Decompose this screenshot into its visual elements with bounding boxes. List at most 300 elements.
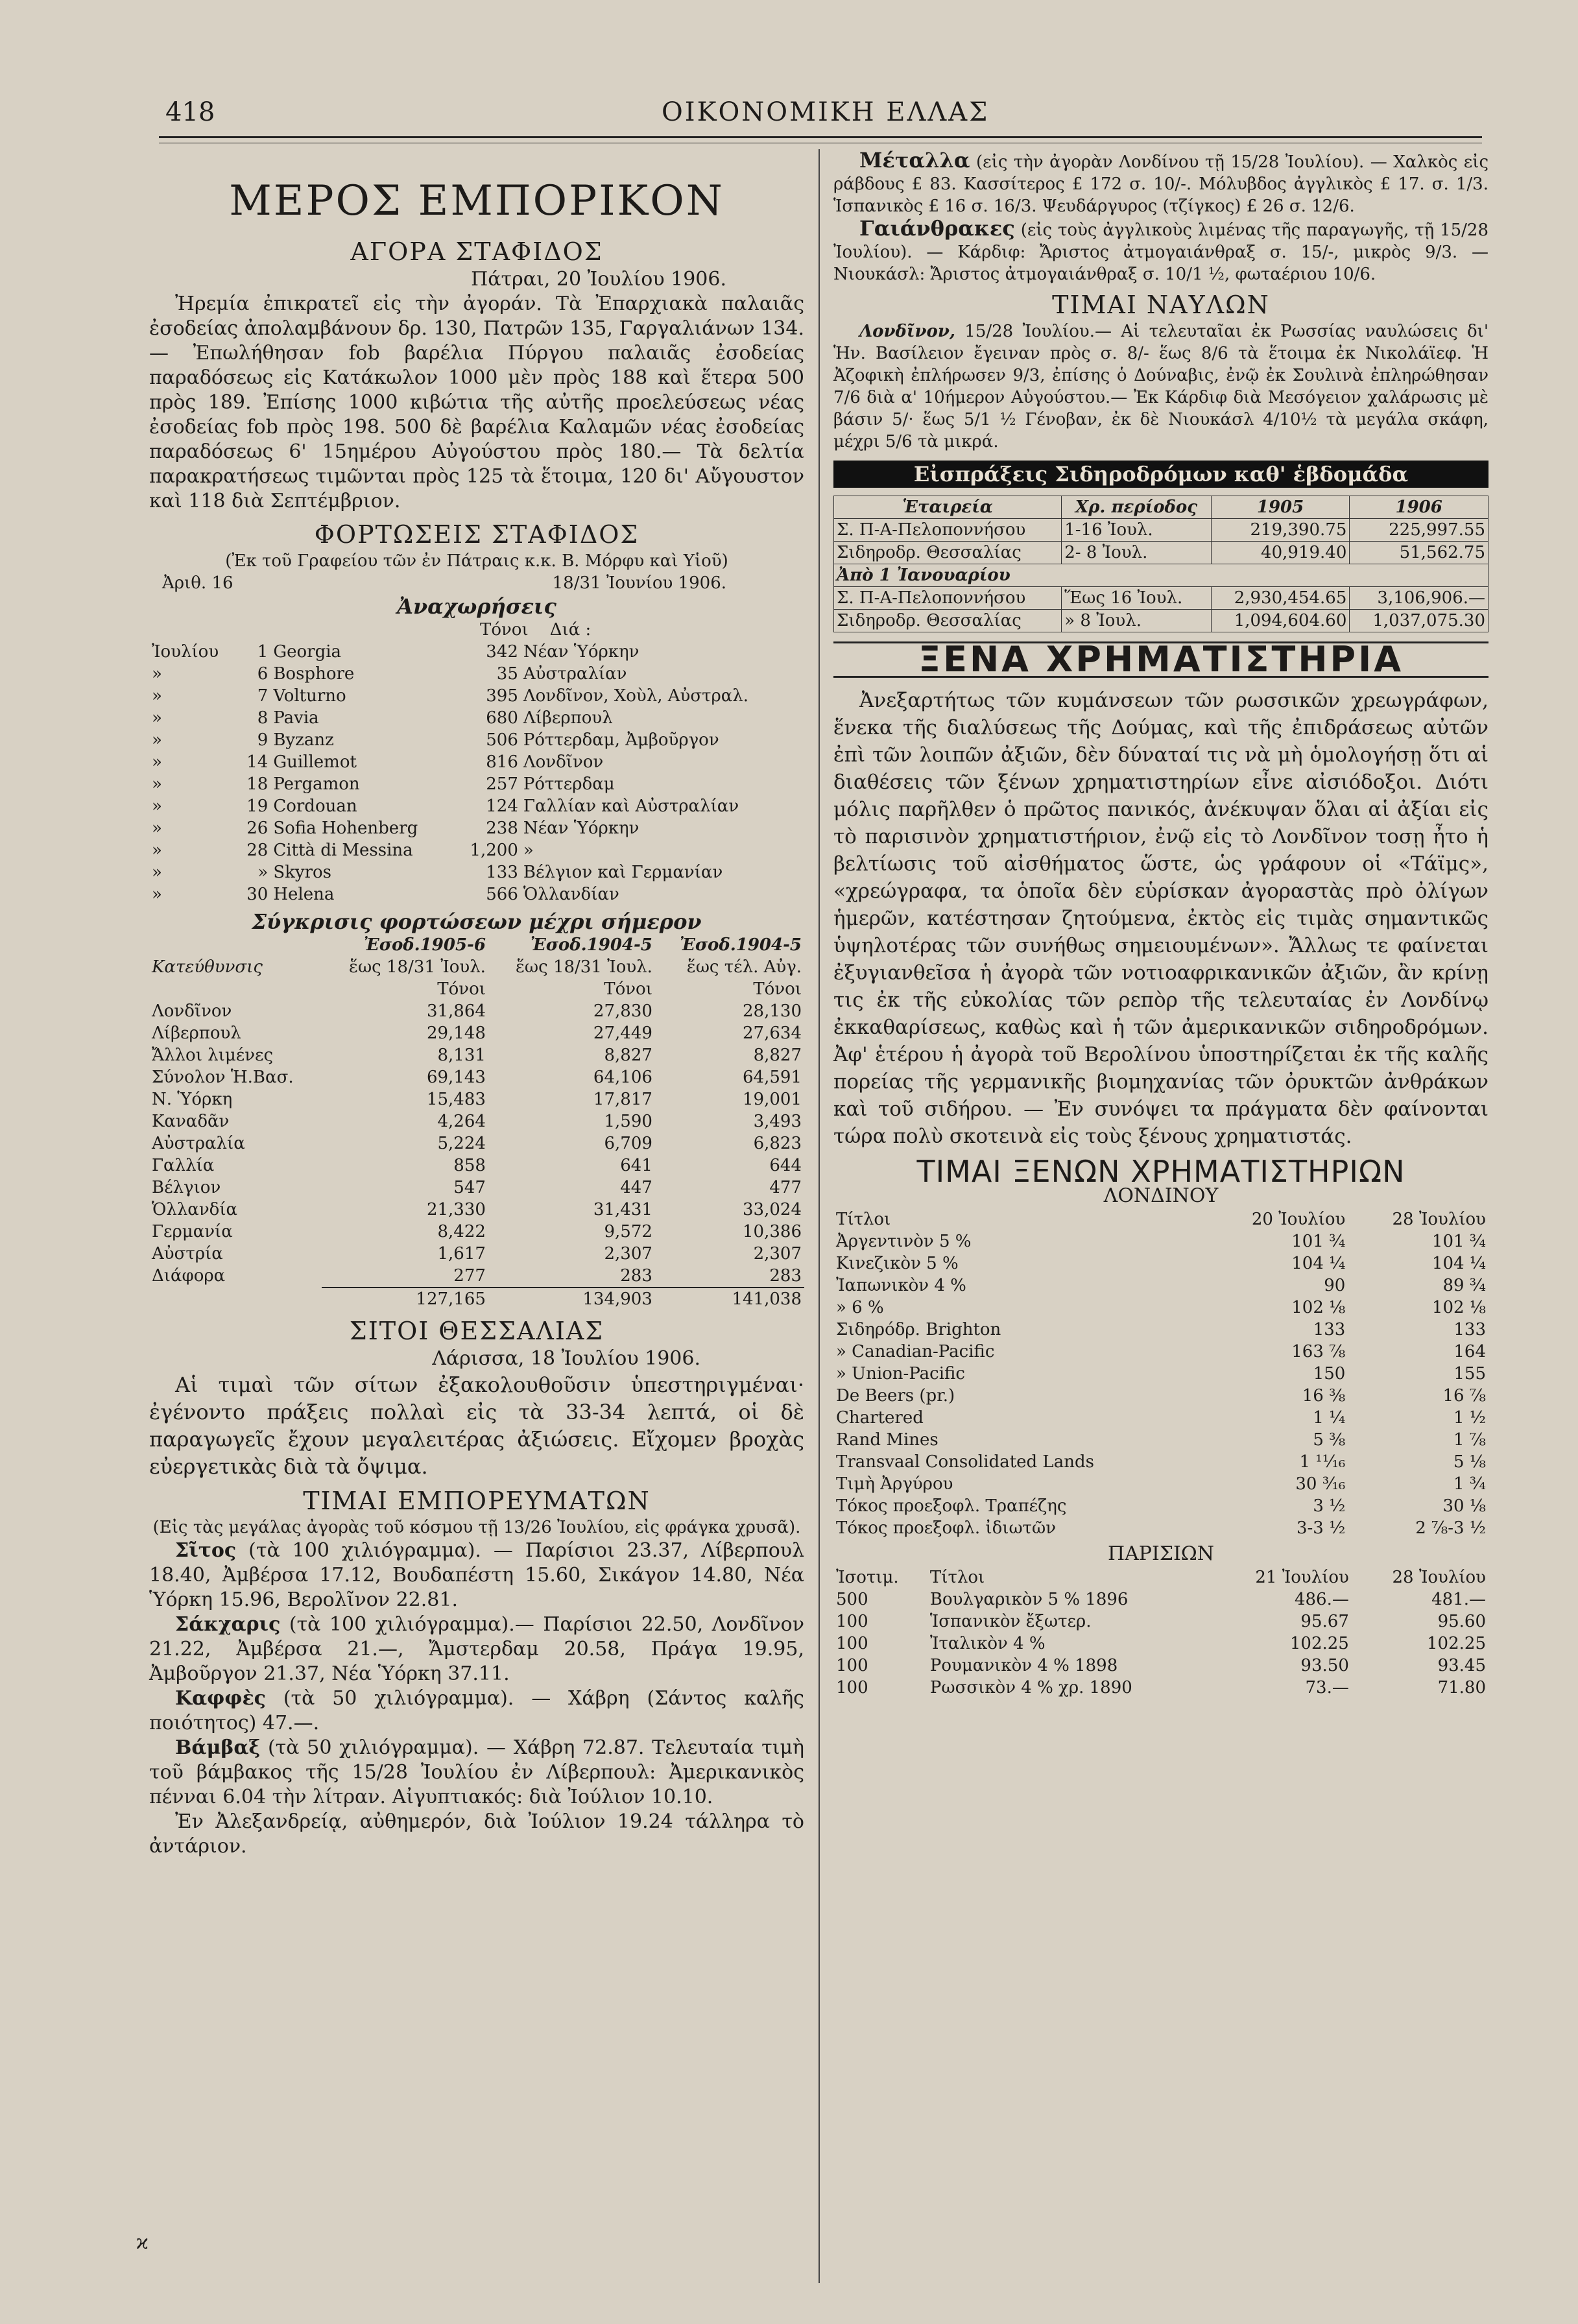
departure-day: »	[257, 863, 269, 882]
tons-header: Τόνοι	[480, 620, 529, 640]
ship-name: Volturno	[273, 686, 346, 706]
london-price: 90	[1324, 1276, 1346, 1295]
comparison-value: 644	[769, 1156, 802, 1175]
london-title: Ἰαπωνικὸν 4 %	[836, 1276, 966, 1295]
london-header-row	[833, 1208, 1488, 1230]
paris-cell: 100	[836, 1678, 868, 1697]
london-price: 3 ½	[1313, 1496, 1346, 1516]
comparison-value: 8,827	[753, 1046, 802, 1065]
paris-row	[833, 1677, 1488, 1699]
ship-name: Georgia	[273, 642, 342, 662]
london-row	[833, 1429, 1488, 1451]
comparison-total: 134,903	[488, 1288, 655, 1310]
departure-month: »	[152, 797, 162, 816]
departure-row	[149, 729, 804, 751]
london-price: 30 ³⁄₁₆	[1295, 1474, 1346, 1494]
comparison-value: 64,106	[593, 1068, 652, 1087]
railway-cell: 51,562.75	[1350, 542, 1488, 564]
paris-row	[833, 1588, 1488, 1611]
freight-lead: Λονδῖνον,	[859, 322, 955, 341]
london-price: 1 ⅞	[1453, 1430, 1486, 1450]
paris-cell: 100	[836, 1656, 868, 1675]
paris-cell: Ἰταλικὸν 4 %	[929, 1634, 1046, 1653]
comparison-row	[149, 1132, 804, 1155]
departure-month: »	[152, 841, 162, 860]
london-price: 16 ⅞	[1442, 1386, 1486, 1406]
ship-tons: 342	[486, 642, 518, 662]
departure-day: 7	[257, 686, 269, 706]
comparison-value: 3,493	[753, 1112, 802, 1131]
comparison-row	[149, 1022, 804, 1044]
london-price: 155	[1453, 1364, 1486, 1384]
paris-cell: 481.—	[1431, 1590, 1486, 1609]
comparison-value: 17,817	[593, 1090, 652, 1109]
comparison-title: Σύγκρισις φορτώσεων μέχρι σήμερον	[252, 909, 702, 934]
comparison-value: 64,591	[743, 1068, 802, 1087]
departure-month: »	[152, 885, 162, 904]
freight-text: 15/28 Ἰουλίου.— Αἱ τελευταῖαι ἐκ Ρωσσίας ναυλώσεις δι' Ἡν. Βασίλειον ἔγειναν πρὸς σ. 8/- ἕως 8/6 τὰ ἕτοιμα ἐκ Νικολάϊεφ. Ἡ Ἀζοφικὴ ἐπλήρωσεν 9/3, ἐπίσης ὁ Δούναβις, ἐνῷ ἐκ Σουλινὰ ἐπληρώθησαν 7/6 διὰ α' 10ήμερον Αὐγούστου.— Ἐκ Κάρδιφ διὰ Μεσόγειον χαλάρωσις μὲ βάσιν 5/· ἕως 5/1 ½ Γένοβαν, ἐκ δὲ Νιουκάσλ 4/10½ τὰ μεγάλα σκάφη, μέχρι 5/6 τὰ μικρά.	[833, 322, 1489, 451]
staphis-title: ΑΓΟΡΑ ΣΤΑΦΙΔΟΣ	[350, 237, 603, 266]
ship-tons: 680	[486, 708, 518, 728]
goods-subtitle: (Εἰς τὰς μεγάλας ἀγορὰς τοῦ κόσμου τῇ 13/26 Ἰουλίου, εἰς φράγκα χρυσᾶ).	[152, 1518, 801, 1537]
goods-item-name: Σάκχαρις	[175, 1613, 281, 1636]
comparison-value: 29,148	[426, 1024, 486, 1043]
railway-row	[834, 587, 1488, 610]
departure-month: »	[152, 752, 162, 772]
ship-destination: Νέαν Ὑόρκην	[523, 642, 640, 662]
london-row	[833, 1297, 1488, 1319]
departure-row	[149, 641, 804, 663]
london-title: » Union-Pacific	[836, 1364, 965, 1384]
comparison-value: 858	[453, 1156, 486, 1175]
departure-month: »	[152, 686, 162, 706]
ship-tons: 124	[486, 797, 518, 816]
departure-day: 9	[257, 730, 269, 750]
goods-item	[149, 1810, 804, 1859]
comparison-destination: Διάφορα	[152, 1266, 226, 1286]
departure-row	[149, 883, 804, 905]
railway-cell: 1,094,604.60	[1211, 610, 1350, 632]
railway-header: 1906	[1350, 496, 1488, 519]
london-row	[833, 1341, 1488, 1363]
comparison-table	[149, 934, 804, 1310]
railway-header-row	[834, 496, 1488, 519]
london-price: 102 ⅛	[1291, 1298, 1346, 1317]
london-title: Ἀργεντινὸν 5 %	[836, 1232, 972, 1251]
comparison-destination: Βέλγιον	[152, 1178, 221, 1197]
london-title: De Beers (pr.)	[836, 1386, 955, 1406]
london-row	[833, 1252, 1488, 1275]
london-price: 3-3 ½	[1296, 1518, 1346, 1538]
goods-list	[149, 1539, 804, 1859]
departure-row	[149, 839, 804, 861]
ship-name: Helena	[273, 885, 335, 904]
ship-destination: Ρόττερδαμ, Ἀμβοῦργον	[523, 730, 719, 750]
paris-cell: 102.25	[1427, 1634, 1486, 1653]
comparison-row	[149, 1110, 804, 1132]
paris-header: 28 Ἰουλίου	[1392, 1568, 1486, 1587]
goods-item-text: (τὰ 50 χιλιόγραμμα). — Χάβρη (Σάντος καλῆς ποιότητος) 47.—.	[149, 1687, 804, 1734]
comparison-value: 9,572	[604, 1222, 652, 1241]
exchanges-title: ΞΕΝΑ ΧΡΗΜΑΤΙΣΤΗΡΙΑ	[833, 641, 1488, 678]
london-title: Τόκος προεξοφλ. ἰδιωτῶν	[836, 1518, 1057, 1538]
railway-header: Ἑταιρεία	[834, 496, 1062, 519]
london-price: 102 ⅛	[1431, 1298, 1486, 1317]
comparison-destination: Λονδῖνον	[152, 1001, 232, 1021]
comparison-destination: Σύνολον Ἡ.Βασ.	[152, 1068, 294, 1087]
ship-destination: Βέλγιον καὶ Γερμανίαν	[523, 863, 723, 882]
goods-item-name: Καφφὲς	[175, 1687, 266, 1710]
comparison-value: 8,827	[604, 1046, 652, 1065]
london-title: Τιμὴ Ἀργύρου	[836, 1474, 953, 1494]
departures-subtitle: Ἀναχωρήσεις	[397, 594, 556, 619]
metals-item-name: Γαιάνθρακες	[859, 216, 1015, 241]
paris-cell: Βουλγαρικὸν 5 % 1896	[929, 1590, 1129, 1609]
comparison-total: 127,165	[322, 1288, 488, 1310]
ship-name: Pavia	[273, 708, 319, 728]
paris-cell: 73.—	[1305, 1678, 1349, 1697]
comparison-destination: Ὁλλανδία	[152, 1200, 238, 1219]
comparison-value: 33,024	[743, 1200, 802, 1219]
railway-row	[834, 519, 1488, 542]
london-price: 164	[1453, 1342, 1486, 1361]
railway-row	[834, 610, 1488, 632]
paris-cell: 486.—	[1294, 1590, 1349, 1609]
paris-row	[833, 1611, 1488, 1633]
ship-name: Sofia Hohenberg	[273, 819, 418, 838]
comparison-value: 4,264	[437, 1112, 486, 1131]
tons-label-3: Τόνοι	[753, 979, 802, 999]
comparison-value: 10,386	[743, 1222, 802, 1241]
london-row	[833, 1495, 1488, 1517]
ship-destination: Αὐστραλίαν	[523, 664, 627, 684]
freight-title: ΤΙΜΑΙ ΝΑΥΛΩΝ	[1052, 291, 1270, 319]
comparison-row	[149, 1199, 804, 1221]
metals-item-text: (εἰς τὴν ἀγορὰν Λονδίνου τῇ 15/28 Ἰουλίου). — Χαλκὸς εἰς ράβδους £ 83. Κασσίτερος £ 172 σ. 10/-. Μόλυβδος ἀγγλικὸς £ 17. σ. 1/3. Ἱσπανικὸς £ 16 σ. 16/3. Ψευδάργυρος (τζίγκος) £ 26 σ. 12/6.	[833, 152, 1489, 216]
paris-cell: 71.80	[1437, 1678, 1486, 1697]
comparison-value: 2,307	[753, 1244, 802, 1264]
departures-table	[149, 641, 804, 905]
london-price: 133	[1313, 1320, 1346, 1339]
season-3: Ἐσοδ.1904-5	[679, 935, 802, 955]
departure-day: 6	[257, 664, 269, 684]
ship-tons: 1,200	[470, 841, 518, 860]
railway-cell: 219,390.75	[1211, 519, 1350, 542]
london-title: Chartered	[836, 1408, 924, 1428]
comparison-value: 6,823	[753, 1134, 802, 1153]
departure-month: »	[152, 863, 162, 882]
london-price: 5 ⅜	[1313, 1430, 1346, 1450]
goods-item-text: (τὰ 100 χιλιόγραμμα).— Παρίσιοι 22.50, Λονδῖνον 21.22, Ἀμβέρσα 21.—, Ἄμστερδαμ 20.58, Πράγα 19.95, Ἀμβοῦργον 21.37, Νέα Ὑόρκη 37.11.	[149, 1613, 804, 1685]
london-heading: ΛΟΝΔΙΝΟΥ	[1103, 1184, 1219, 1207]
goods-item-text: (τὰ 50 χιλιόγραμμα). — Χάβρη 72.87. Τελευταία τιμὴ τοῦ βάμβακος τῆς 15/28 Ἰουλίου ἐν Λίβερπουλ: Ἀμερικανικὸς πένναι 6.04 τὴν λίτραν. Αἰγυπτιακός: διὰ Ἰούλιον 10.10.	[149, 1736, 804, 1808]
ship-destination: Ρόττερδαμ	[523, 774, 615, 794]
london-price: 150	[1313, 1364, 1346, 1384]
comparison-destination: Ν. Ὑόρκη	[152, 1090, 233, 1109]
paris-heading: ΠΑΡΙΣΙΩΝ	[1107, 1542, 1215, 1565]
departure-row	[149, 817, 804, 839]
london-price: 133	[1453, 1320, 1486, 1339]
paris-header: Ἰσοτιμ.	[836, 1568, 899, 1587]
railway-cell: Σ. Π-Α-Πελοποννήσου	[834, 587, 1062, 610]
comparison-value: 69,143	[426, 1068, 486, 1087]
comparison-destination: Γερμανία	[152, 1222, 233, 1241]
paris-cell: 100	[836, 1634, 868, 1653]
ship-tons: 257	[486, 774, 518, 794]
grain-dateline: Λάρισσα, 18 Ἰουλίου 1906.	[432, 1347, 700, 1370]
london-price: 16 ⅜	[1302, 1386, 1346, 1406]
left-column	[149, 149, 804, 1859]
staphis-text: Ἠρεμία ἐπικρατεῖ εἰς τὴν ἀγοράν. Τὰ Ἐπαρχιακὰ παλαιᾶς ἐσοδείας ἀπολαμβάνουν δρ. 130, Πατρῶν 135, Γαργαλιάνων 134.— Ἐπωλήθησαν fob βαρέλια Πύργου παλαιᾶς ἐσοδείας παραδόσεως εἰς Κατάκωλον 1000 μὲν πρὸς 188 καὶ ἕτερα 500 πρὸς 189. Ἐπίσης 1000 κιβώτια τῆς αὐτῆς προελεύσεως νέας ἐσοδείας fob πρὸς 198. 500 δὲ βαρέλια Καλαμῶν νέας ἐσοδείας παραδόσεως 6' 15ημέρου Αὐγούστου πρὸς 180.— Τὰ δελτία παρακρατήσεως τιμῶνται πρὸς 125 τὰ ἕτοιμα, 120 δι' Αὔγουστον καὶ 118 διὰ Σεπτέμβριον.	[149, 293, 804, 512]
comparison-value: 27,830	[593, 1001, 652, 1021]
comparison-destination: Λίβερπουλ	[152, 1024, 241, 1043]
comparison-row	[149, 1155, 804, 1177]
london-price: 2 ⅞-3 ½	[1415, 1518, 1486, 1538]
london-header: Τίτλοι	[836, 1210, 891, 1229]
foreign-prices-title: ΤΙΜΑΙ ΞΕΝΩΝ ΧΡΗΜΑΤΙΣΤΗΡΙΩΝ	[916, 1154, 1405, 1189]
railway-cell: Σ. Π-Α-Πελοποννήσου	[834, 519, 1062, 542]
staphis-dateline: Πάτραι, 20 Ἰουλίου 1906.	[471, 268, 726, 291]
comparison-value: 31,864	[426, 1001, 486, 1021]
railway-cell: Σιδηροδρ. Θεσσαλίας	[834, 610, 1062, 632]
railway-cell: 40,919.40	[1211, 542, 1350, 564]
right-column	[833, 149, 1488, 1699]
railway-cell: 2,930,454.65	[1211, 587, 1350, 610]
tons-label-2: Τόνοι	[604, 979, 652, 999]
comparison-value: 283	[769, 1266, 802, 1286]
railway-cell: 2- 8 Ἰουλ.	[1062, 542, 1212, 564]
departure-day: 8	[257, 708, 269, 728]
loadings-number: Ἀριθ. 16	[162, 573, 233, 593]
section-title: ΜΕΡΟΣ ΕΜΠΟΡΙΚΟΝ	[229, 177, 724, 225]
ship-tons: 238	[486, 819, 518, 838]
goods-item	[149, 1539, 804, 1612]
paris-header-row	[833, 1566, 1488, 1588]
london-price: 89 ¾	[1442, 1276, 1486, 1295]
london-title: Σιδηρόδρ. Brighton	[836, 1320, 1001, 1339]
london-title: Κινεζικὸν 5 %	[836, 1254, 959, 1273]
comparison-value: 1,590	[604, 1112, 652, 1131]
departure-month: »	[152, 819, 162, 838]
comparison-value: 547	[453, 1178, 486, 1197]
london-price: 163 ⅞	[1291, 1342, 1346, 1361]
goods-item-text: (τὰ 100 χιλιόγραμμα). — Παρίσιοι 23.37, Λίβερπουλ 18.40, Ἀμβέρσα 17.12, Βουδαπέστη 15.60, Σικάγον 14.80, Νέα Ὑόρκη 15.96, Βερολῖνον 22.81.	[149, 1539, 805, 1611]
railway-from-label: Ἀπὸ 1 Ἰανουαρίου	[834, 564, 1488, 587]
comparison-row	[149, 1177, 804, 1199]
london-row	[833, 1451, 1488, 1473]
departure-row	[149, 861, 804, 883]
comparison-destination: Αὐστραλία	[152, 1134, 245, 1153]
ship-destination: »	[523, 841, 534, 860]
comparison-row	[149, 1044, 804, 1066]
ship-tons: 133	[486, 863, 518, 882]
london-row	[833, 1517, 1488, 1539]
ship-name: Cordouan	[273, 797, 357, 816]
comparison-value: 21,330	[426, 1200, 486, 1219]
metals-item	[833, 217, 1488, 285]
paris-header: 21 Ἰουλίου	[1255, 1568, 1349, 1587]
paris-cell: Ἱσπανικὸν ἔξωτερ.	[929, 1612, 1092, 1631]
london-row	[833, 1230, 1488, 1252]
london-header: 28 Ἰουλίου	[1392, 1210, 1486, 1229]
tons-label-1: Τόνοι	[437, 979, 486, 999]
london-row	[833, 1319, 1488, 1341]
london-price: 1 ¾	[1453, 1474, 1486, 1494]
paris-cell: 100	[836, 1612, 868, 1631]
paris-cell: 95.60	[1437, 1612, 1486, 1631]
season-1: Ἐσοδ.1905-6	[363, 935, 486, 955]
comparison-row	[149, 1000, 804, 1022]
comparison-value: 8,422	[437, 1222, 486, 1241]
london-row	[833, 1407, 1488, 1429]
ship-name: Pergamon	[273, 774, 360, 794]
goods-item-name: Βάμβαξ	[175, 1736, 261, 1759]
london-price: 5 ⅛	[1453, 1452, 1486, 1472]
column-divider	[819, 149, 820, 2283]
footer-mark: ϰ	[136, 2231, 149, 2254]
paris-cell: Ρωσσικὸν 4 % χρ. 1890	[929, 1678, 1132, 1697]
departure-row	[149, 773, 804, 795]
london-row	[833, 1385, 1488, 1407]
comparison-value: 6,709	[604, 1134, 652, 1153]
railway-cell: » 8 Ἰουλ.	[1062, 610, 1212, 632]
departure-row	[149, 751, 804, 773]
paris-header: Τίτλοι	[929, 1568, 985, 1587]
comparison-value: 1,617	[437, 1244, 486, 1264]
london-price: 1 ¹¹⁄₁₆	[1299, 1452, 1346, 1472]
london-price: 101 ¾	[1431, 1232, 1486, 1251]
comparison-value: 477	[769, 1178, 802, 1197]
railway-cell: 225,997.55	[1350, 519, 1488, 542]
london-row	[833, 1473, 1488, 1495]
paris-cell: 93.50	[1300, 1656, 1349, 1675]
paris-cell: 102.25	[1289, 1634, 1349, 1653]
london-row	[833, 1363, 1488, 1385]
london-price: 104 ¼	[1431, 1254, 1486, 1273]
period-2: ἕως 18/31 Ἰουλ.	[515, 957, 652, 977]
season-2: Ἐσοδ.1904-5	[530, 935, 652, 955]
comparison-value: 27,449	[593, 1024, 652, 1043]
ship-tons: 566	[486, 885, 518, 904]
railway-cell: Ἕως 16 Ἰουλ.	[1062, 587, 1212, 610]
exchanges-text: Ἀνεξαρτήτως τῶν κυμάνσεων τῶν ρωσσικῶν χρεωγράφων, ἕνεκα τῆς διαλύσεως τῆς Δούμας, καὶ τῆς ἐπιδράσεως αὐτῶν ἐπὶ τῶν λοιπῶν ἀξιῶν, δὲν δύναταί τις νὰ μὴ ὁμολογήσῃ ὅτι αἱ διαθέσεις τῶν ξένων χρηματιστηρίων εἶνε αἰσιόδοξοι. Διότι μόλις παρῆλθεν ὁ πρῶτος πανικός, ἀνέκυψαν ὅλαι αἱ ἀξίαι εἰς τὸ παρισινὸν χρηματιστήριον, ἐνῷ εἰς τὸ Λονδῖνον τοσῃ ἦτο ἡ βελτίωσις τοῦ αἰσθήματος ὥστε, ὡς γράφουν οἱ «Τάϊμς», «χρεώγραφα, τα ὁποῖα δὲν εὑρίσκαν ἀγοραστὰς πρὸ ὀλίγων ἡμερῶν, κατέστησαν ζητούμενα, ἐκτὸς εἰς τιμὰς σημαντικῶς ὑψηλοτέρας τῶν συνήθως σημειουμένων». Ἄλλως τε φαίνεται ἐξυγιανθεῖσα ἡ ἀγορὰ τῶν νοτιοαφρικανικῶν ἀξιῶν, ἂν κρίνῃ τις ἐκ τῆς εὐκολίας τῶν ρεπὸρ τῆς τελευταίας ἐν Λονδίνῳ ἐκκαθαρίσεως, καθὼς καὶ ἡ τῶν ἀμερικανικῶν σιδηροδρόμων. Ἀφ' ἑτέρου ἡ ἀγορὰ τοῦ Βερολίνου ὑποστηρίζεται ἐκ τῆς καλῆς πορείας τῆς γερμανικῆς βιομηχανίας τῶν ὀρυκτῶν ἀνθράκων καὶ τοῦ σιδήρου. — Ἐν συνόψει τα πράγματα δὲν φαίνονται τώρα πολὺ σκοτεινὰ εἰς τοὺς ξένους χρηματιστάς.	[833, 689, 1488, 1148]
comparison-value: 283	[620, 1266, 652, 1286]
comparison-value: 27,634	[743, 1024, 802, 1043]
goods-item	[149, 1686, 804, 1736]
comparison-value: 8,131	[437, 1046, 486, 1065]
departure-month: »	[152, 664, 162, 684]
ship-destination: Λίβερπουλ	[523, 708, 613, 728]
comparison-value: 15,483	[426, 1090, 486, 1109]
ship-name: Bosphore	[273, 664, 355, 684]
london-price: 101 ¾	[1291, 1232, 1346, 1251]
departure-month: »	[152, 708, 162, 728]
london-title: Rand Mines	[836, 1430, 938, 1450]
comparison-row	[149, 1088, 804, 1110]
loadings-title: ΦΟΡΤΩΣΕΙΣ ΣΤΑΦΙΔΟΣ	[314, 520, 640, 549]
ship-tons: 395	[486, 686, 518, 706]
london-title: Τόκος προεξοφλ. Τραπέζης	[836, 1496, 1067, 1516]
grain-text: Αἱ τιμαὶ τῶν σίτων ἐξακολουθοῦσιν ὑπεστηριγμέναι· ἐγένοντο πράξεις πολλαὶ εἰς τὰ 33-34 λεπτά, οἱ δὲ παραγωγεῖς ἔχουν μεγαλειτέρας ἀξιώσεις. Εἴχομεν βροχὰς εὐεργετικὰς διὰ τὰ ὄψιμα.	[149, 1372, 804, 1479]
ship-name: Città di Messina	[273, 841, 413, 860]
departure-row	[149, 795, 804, 817]
metals-item-name: Μέταλλα	[859, 148, 970, 173]
railway-header: Χρ. περίοδος	[1062, 496, 1212, 519]
ship-name: Byzanz	[273, 730, 334, 750]
ship-destination: Ὁλλανδίαν	[523, 885, 619, 904]
running-title: ΟΙΚΟΝΟΜΙΚΗ ΕΛΛΑΣ	[662, 97, 990, 127]
paris-cell: Ρουμανικὸν 4 % 1898	[929, 1656, 1118, 1675]
ship-tons: 35	[496, 664, 518, 684]
railway-header: 1905	[1211, 496, 1350, 519]
railway-cell: 3,106,906.—	[1350, 587, 1488, 610]
departure-day: 26	[246, 819, 269, 838]
departure-day: 19	[246, 797, 269, 816]
london-price: 1 ¼	[1313, 1408, 1346, 1428]
london-title: » 6 %	[836, 1298, 884, 1317]
departure-month: Ἰουλίου	[152, 642, 219, 662]
goods-item-text: Ἐν Ἀλεξανδρείᾳ, αὐθημερόν, διὰ Ἰούλιον 19.24 τάλληρα τὸ ἀντάριον.	[149, 1810, 804, 1858]
comparison-totals	[149, 1288, 804, 1310]
goods-title: ΤΙΜΑΙ ΕΜΠΟΡΕΥΜΑΤΩΝ	[303, 1487, 651, 1515]
comparison-value: 277	[453, 1266, 486, 1286]
goods-item-name: Σῖτος	[175, 1539, 237, 1562]
metals-item-text: (εἰς τοὺς ἀγγλικοὺς λιμένας τῆς παραγωγῆς, τῇ 15/28 Ἰουλίου). — Κάρδιφ: Ἄριστος ἀτμογαιάνθραξ σ. 15/-, μικρὸς 9/3. — Νιουκάσλ: Ἄριστος ἀτμογαιάνθραξ σ. 10/1 ½, φωταέριου 10/6.	[833, 221, 1488, 284]
london-title: Transvaal Consolidated Lands	[836, 1452, 1094, 1472]
via-header: Διά :	[549, 620, 592, 640]
london-price: 1 ½	[1453, 1408, 1486, 1428]
london-header: 20 Ἰουλίου	[1251, 1210, 1346, 1229]
ship-name: Skyros	[273, 863, 332, 882]
loadings-date: 18/31 Ἰουνίου 1906.	[552, 573, 726, 593]
departure-day: 1	[257, 642, 269, 662]
paris-table	[833, 1566, 1488, 1699]
departure-row	[149, 663, 804, 685]
railway-cell: Σιδηροδρ. Θεσσαλίας	[834, 542, 1062, 564]
ship-tons: 816	[486, 752, 518, 772]
comparison-destination: Αὐστρία	[152, 1244, 223, 1264]
comparison-value: 447	[620, 1178, 652, 1197]
departure-row	[149, 685, 804, 707]
paris-row	[833, 1655, 1488, 1677]
railway-from-row	[834, 564, 1488, 587]
comparison-value: 2,307	[604, 1244, 652, 1264]
page-number: 418	[165, 97, 215, 127]
comparison-value: 19,001	[743, 1090, 802, 1109]
railway-row	[834, 542, 1488, 564]
railway-cell: 1-16 Ἰουλ.	[1062, 519, 1212, 542]
departure-day: 30	[246, 885, 269, 904]
departure-day: 14	[246, 752, 269, 772]
comparison-destination: Καναδᾶν	[152, 1112, 230, 1131]
railway-banner: Εἰσπράξεις Σιδηροδρόμων καθ' ἑβδομάδα	[833, 461, 1488, 488]
comparison-value: 5,224	[437, 1134, 486, 1153]
ship-destination: Λονδῖνον	[523, 752, 604, 772]
comparison-destination: Ἄλλοι λιμένες	[152, 1046, 274, 1065]
metals-item	[833, 149, 1488, 217]
goods-item	[149, 1612, 804, 1686]
goods-item	[149, 1736, 804, 1810]
london-title: » Canadian-Pacific	[836, 1342, 995, 1361]
comparison-row	[149, 1066, 804, 1088]
ship-name: Guillemot	[273, 752, 357, 772]
comparison-value: 28,130	[743, 1001, 802, 1021]
period-1: ἕως 18/31 Ἰουλ.	[349, 957, 486, 977]
departure-day: 18	[246, 774, 269, 794]
loadings-source: (Ἐκ τοῦ Γραφείου τῶν ἐν Πάτραις κ.κ. Β. Μόρφυ καὶ Υἱοῦ)	[225, 551, 728, 571]
comparison-row	[149, 1221, 804, 1243]
header-rule	[159, 136, 1482, 138]
